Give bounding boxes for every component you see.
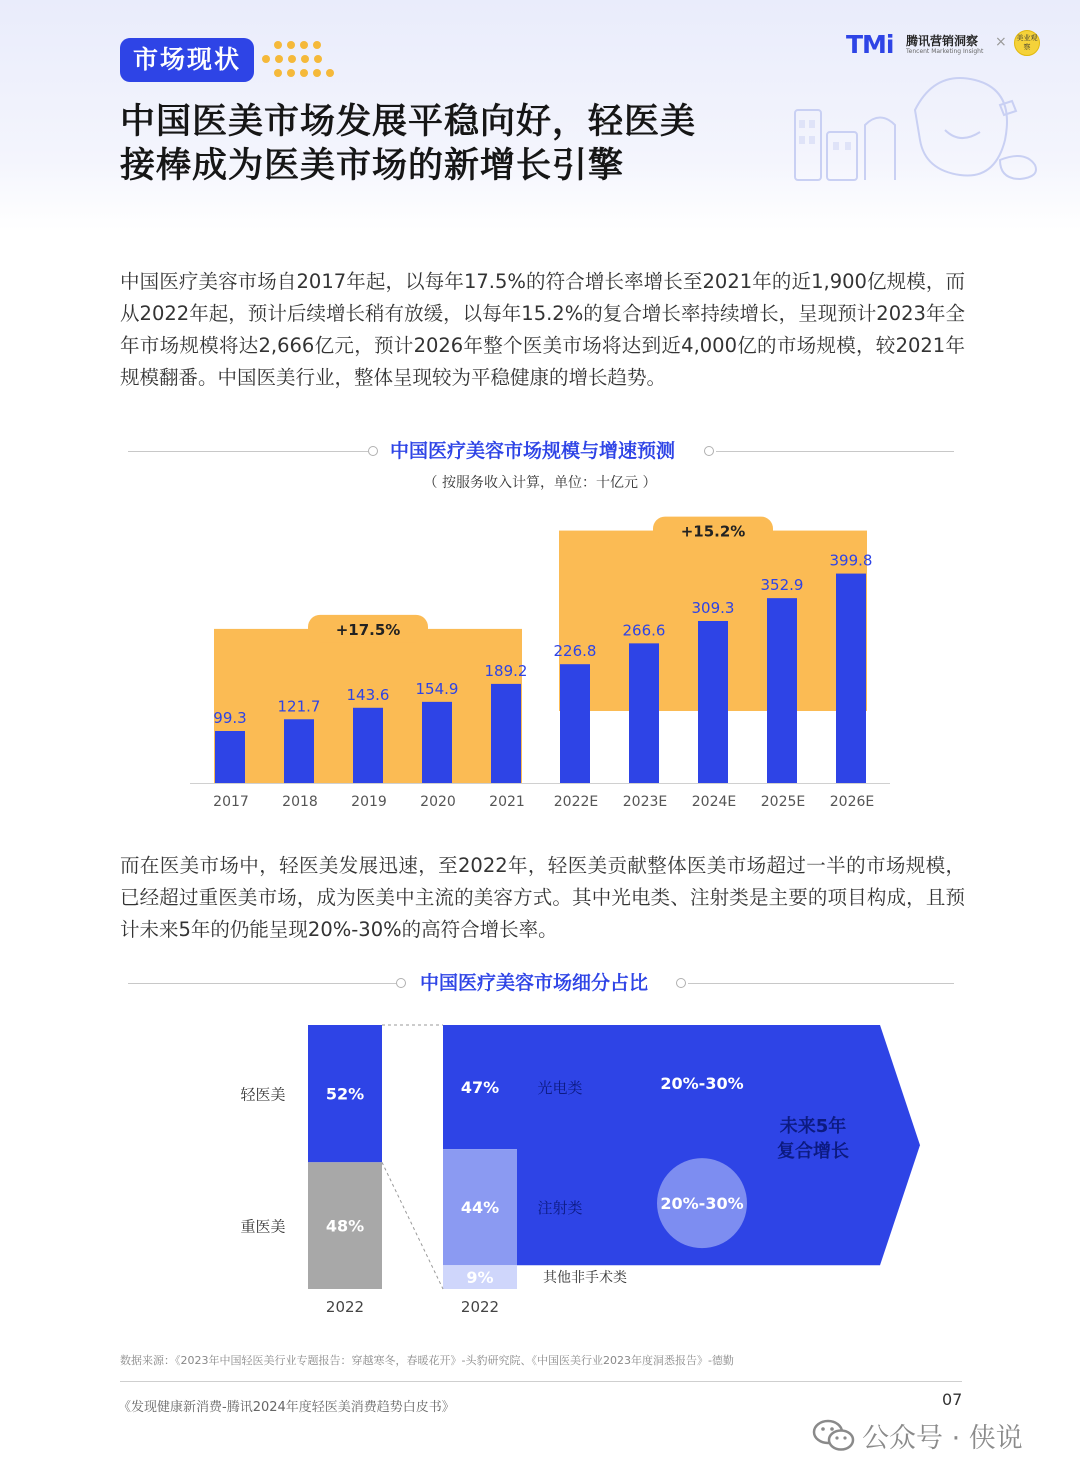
x-tick-label: 2024E — [691, 794, 737, 810]
bar2-category-name: 其他非手术类 — [543, 1270, 627, 1287]
x-tick-label: 2018 — [282, 794, 318, 810]
bar-2026E — [836, 574, 866, 783]
chart1-subtitle: （ 按服务收入计算，单位：十亿元 ） — [423, 475, 657, 491]
growth-rate-label: +17.5% — [335, 620, 401, 639]
bar1-category-name: 轻医美 — [240, 1085, 286, 1104]
bar2-segment-label: 47% — [460, 1078, 500, 1098]
bar1-segment-label: 52% — [325, 1084, 365, 1104]
bar-value-label: 189.2 — [484, 661, 528, 680]
title-rule-right — [688, 983, 954, 984]
x-tick-label: 2021 — [489, 794, 525, 810]
bar2-year-label: 2022 — [460, 1298, 500, 1316]
page-title — [120, 100, 760, 188]
bar2-category-name: 注射类 — [537, 1199, 583, 1218]
x-tick-label: 2026E — [829, 794, 875, 810]
header-illustration — [785, 70, 1045, 200]
title-rule-dot-left — [368, 446, 378, 456]
partner-badge: 美业观察 — [1014, 30, 1040, 56]
bar2-segment-label: 9% — [466, 1268, 494, 1288]
title-rule-dot-right — [704, 446, 714, 456]
logo-english-name: Tencent Marketing Insight — [906, 48, 984, 55]
bar-2018 — [284, 719, 314, 783]
bar2-category-name: 光电类 — [537, 1079, 583, 1098]
page-number: 07 — [942, 1390, 963, 1409]
bar-value-label: 352.9 — [760, 576, 804, 595]
page-title-line2: 接棒成为医美市场的新增长引擎 — [120, 146, 625, 186]
paragraph-market-overview: 中国医疗美容市场自2017年起，以每年17.5%的符合增长率增长至2021年的近1,900亿规模，而从2022年起，预计后续增长稍有放缓，以每年15.2%的复合增长率持续增长，呈现预计2023年全年市场规模将达2,666亿元，预计2026年整个医美市场将达到近4,000亿的市场规模，较2021年规模翻番。中国医美行业，整体呈现较为平稳健康的增长趋势。 — [120, 270, 965, 389]
paragraph-segment-overview: 而在医美市场中，轻医美发展迅速，至2022年，轻医美贡献整体医美市场超过一半的市场规模，已经超过重医美市场，成为医美中主流的美容方式。其中光电类、注射类是主要的项目构成，且预计未来5年的仍能呈现20%-30%的高符合增长率。 — [120, 854, 965, 941]
tmi-logo-mark: TMi — [846, 30, 894, 59]
arrow-label-line1: 未来5年 — [779, 1116, 847, 1137]
wechat-watermark — [812, 1414, 1052, 1454]
bar-value-label: 99.3 — [213, 708, 247, 727]
bar-value-label: 309.3 — [691, 598, 735, 617]
logo-separator: × — [995, 34, 1007, 50]
title-rule-left — [128, 451, 368, 452]
title-rule-left — [128, 983, 396, 984]
bar-2019 — [353, 708, 383, 783]
logo-chinese-name: 腾讯营销洞察 — [906, 34, 979, 48]
x-tick-label: 2023E — [622, 794, 668, 810]
brand-logo — [846, 28, 1046, 62]
title-rule-dot-left — [396, 978, 406, 988]
footer-divider — [120, 1381, 962, 1382]
bar-value-label: 399.8 — [829, 551, 873, 570]
x-tick-label: 2020 — [420, 794, 456, 810]
bar2-segment-label: 44% — [460, 1198, 500, 1218]
bar-2023E — [629, 643, 659, 783]
watermark-text: 公众号 · 侠说 — [862, 1423, 1023, 1454]
page-title-line1: 中国医美市场发展平稳向好，轻医美 — [120, 102, 697, 142]
wechat-icon — [812, 1418, 856, 1454]
segment-growth-label: 20%-30% — [660, 1194, 744, 1214]
title-rule-dot-right — [676, 978, 686, 988]
section-tag: 市场现状 — [120, 38, 254, 82]
bar-2021 — [491, 684, 521, 783]
bar-2024E — [698, 621, 728, 783]
bar1-year-label: 2022 — [325, 1298, 365, 1316]
bar-value-label: 143.6 — [346, 685, 390, 704]
title-rule-right — [716, 451, 954, 452]
chart2-title-row — [128, 968, 954, 998]
connector-line-bottom — [382, 1162, 443, 1289]
bar-value-label: 154.9 — [415, 679, 459, 698]
chart2-title: 中国医疗美容市场细分占比 — [420, 972, 649, 994]
segment-share-chart — [0, 1010, 1080, 1330]
bar-2020 — [422, 702, 452, 783]
bar-value-label: 226.8 — [553, 642, 597, 661]
bar-value-label: 121.7 — [277, 697, 321, 716]
bar-value-label: 266.6 — [622, 621, 666, 640]
x-tick-label: 2019 — [351, 794, 387, 810]
x-tick-label: 2017 — [213, 794, 249, 810]
bar1-segment-label: 48% — [325, 1216, 365, 1236]
chart1-title: 中国医疗美容市场规模与增速预测 — [390, 440, 676, 462]
data-source: 数据来源：《2023年中国轻医美行业专题报告：穿越寒冬，春暖花开》-头豹研究院、《中国医美行业2023年度洞悉报告》-德勤 — [120, 1354, 734, 1367]
bar-2025E — [767, 598, 797, 783]
segment-growth-label: 20%-30% — [660, 1074, 744, 1094]
footer-document-title: 《发现健康新消费-腾讯2024年度轻医美消费趋势白皮书》 — [118, 1400, 455, 1415]
x-tick-label: 2025E — [760, 794, 806, 810]
bar-2017 — [215, 731, 245, 783]
market-size-bar-chart — [0, 500, 1080, 820]
growth-rate-label: +15.2% — [680, 522, 746, 541]
bar-2022E — [560, 664, 590, 783]
chart1-title-row — [128, 436, 954, 466]
decorative-dots — [256, 40, 346, 82]
arrow-label-line2: 复合增长 — [777, 1141, 849, 1162]
bar1-category-name: 重医美 — [240, 1217, 286, 1236]
x-tick-label: 2022E — [553, 794, 599, 810]
